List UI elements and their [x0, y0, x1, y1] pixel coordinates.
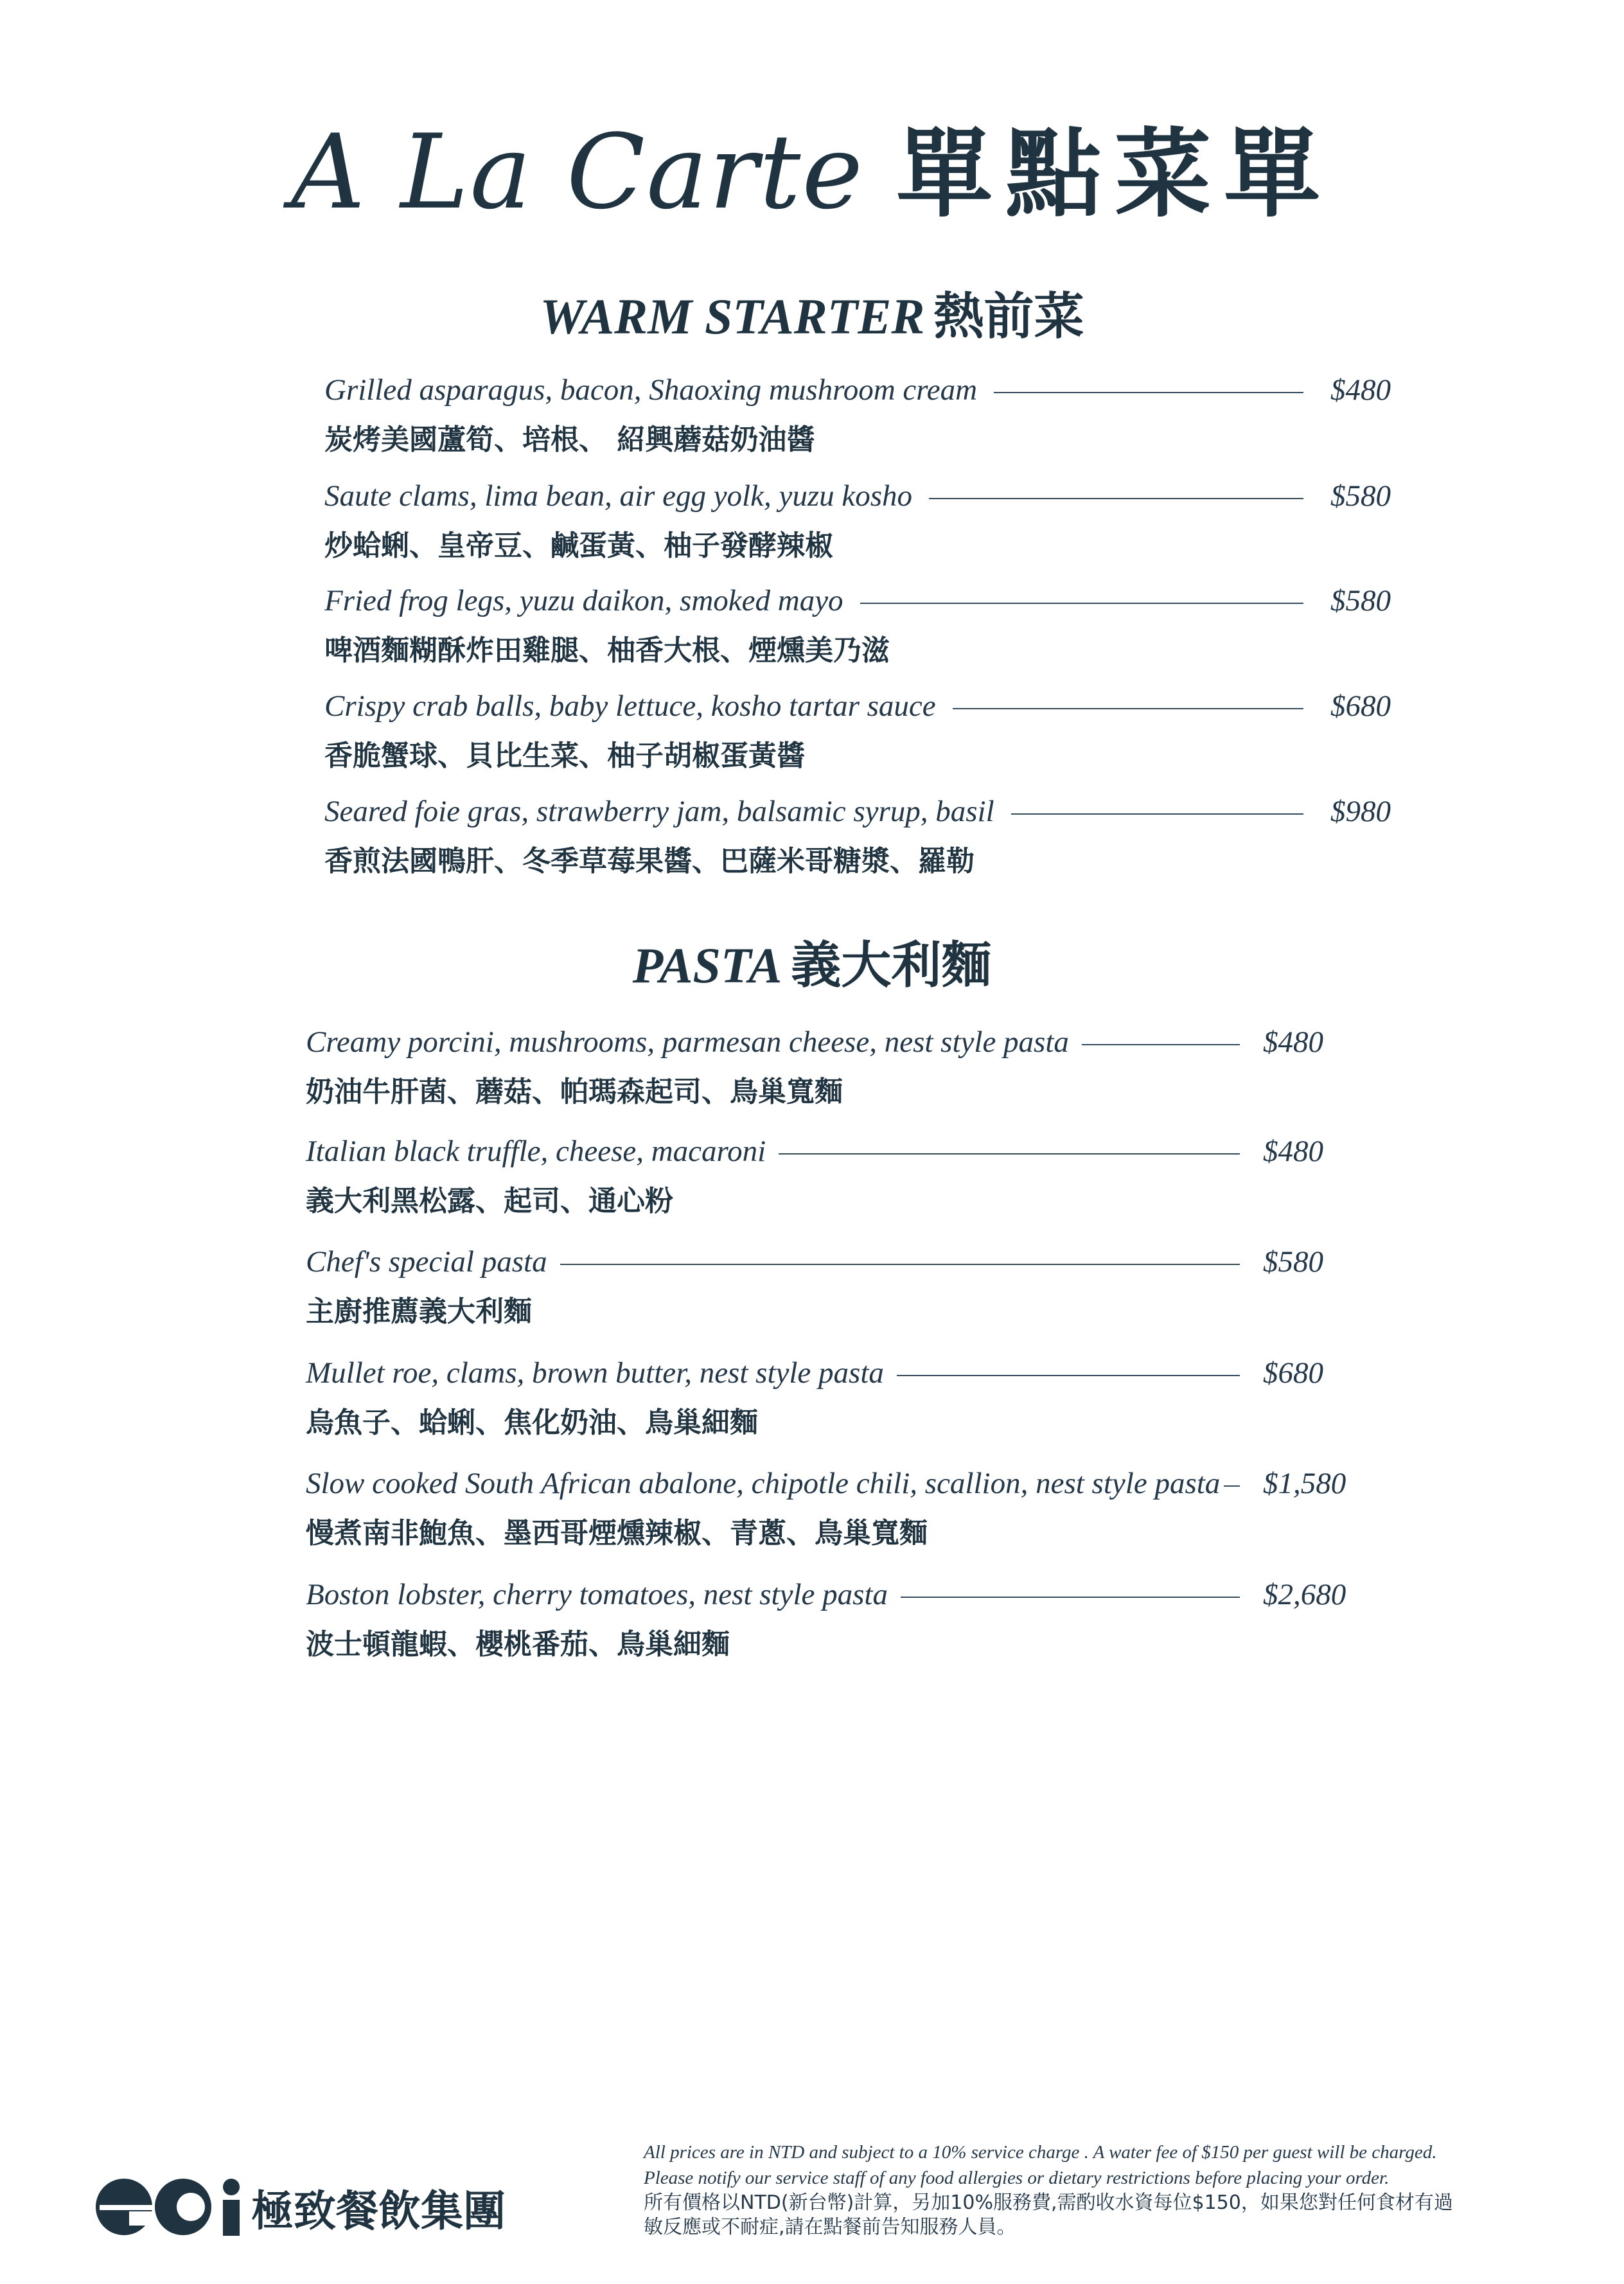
item-name-zh: 香煎法國鴨肝、冬季草莓果醬、巴薩米哥糖漿、羅勒 — [324, 845, 975, 878]
item-name-en: Slow cooked South African abalone, chipotle chili, scallion, nest style pasta — [306, 1467, 1221, 1500]
footer-notes — [644, 2139, 1556, 2240]
section-title-en: PASTA — [632, 937, 782, 993]
item-price: $680 — [1263, 1356, 1323, 1390]
eoi-logo-mark — [93, 2172, 247, 2242]
leader-line — [560, 1264, 1240, 1265]
leader-line — [860, 603, 1303, 604]
item-name-en: Creamy porcini, mushrooms, parmesan cheese, nest style pasta — [306, 1025, 1069, 1059]
leader-line — [1224, 1485, 1240, 1487]
footer-line-zh-1: 所有價格以NTD(新台幣)計算，另加10%服務費,需酌收水資每位$150，如果您對任何食材有過 — [644, 2191, 1453, 2214]
section-title-zh: 熱前菜 — [933, 288, 1084, 346]
item-name-en: Chef's special pasta — [306, 1245, 547, 1279]
leader-line — [779, 1153, 1240, 1155]
footer-line-en-2: Please notify our service staff of any food allergies or dietary restrictions before placing your order. — [644, 2168, 1390, 2188]
item-price: $480 — [1263, 1025, 1323, 1059]
item-name-en: Fried frog legs, yuzu daikon, smoked mayo — [324, 584, 843, 617]
item-name-zh: 波士頓龍蝦、櫻桃番茄、鳥巢細麵 — [306, 1628, 730, 1661]
leader-line — [897, 1375, 1240, 1376]
menu-item — [324, 689, 1391, 774]
item-price: $2,680 — [1263, 1578, 1346, 1611]
item-name-en: Seared foie gras, strawberry jam, balsamic syrup, basil — [324, 795, 994, 828]
menu-item — [324, 479, 1391, 563]
company-logo — [93, 2172, 506, 2242]
section-heading-warm-starter — [0, 276, 1624, 348]
item-name-zh: 慢煮南非鮑魚、墨西哥煙燻辣椒、青蔥、鳥巢寬麵 — [306, 1517, 928, 1550]
menu-item — [306, 1244, 1391, 1329]
menu-item — [306, 1025, 1391, 1110]
item-price: $480 — [1330, 373, 1391, 407]
title-chinese: 單點菜單 — [896, 119, 1334, 231]
menu-item — [306, 1577, 1391, 1662]
item-name-en: Saute clams, lima bean, air egg yolk, yuzu kosho — [324, 479, 913, 513]
item-name-zh: 烏魚子、蛤蜊、焦化奶油、鳥巢細麵 — [306, 1406, 758, 1439]
item-name-zh: 炒蛤蜊、皇帝豆、鹹蛋黃、柚子發酵辣椒 — [324, 529, 833, 562]
menu-item — [306, 1356, 1391, 1440]
item-price: $980 — [1330, 795, 1391, 828]
title-script: A La Carte — [290, 112, 865, 232]
item-price: $580 — [1330, 479, 1391, 513]
leader-line — [1082, 1044, 1240, 1045]
item-name-en: Mullet roe, clams, brown butter, nest style pasta — [306, 1356, 884, 1390]
item-name-en: Italian black truffle, cheese, macaroni — [306, 1135, 766, 1168]
leader-line — [901, 1597, 1240, 1598]
footer-line-en-1: All prices are in NTD and subject to a 10% service charge . A water fee of $150 per guest will be charged. — [644, 2142, 1437, 2163]
leader-line — [929, 498, 1303, 499]
item-name-en: Grilled asparagus, bacon, Shaoxing mushroom cream — [324, 373, 978, 407]
logo-text: 極致餐飲集團 — [251, 2186, 506, 2236]
page-title — [0, 96, 1624, 235]
item-name-en: Crispy crab balls, baby lettuce, kosho tartar sauce — [324, 689, 936, 723]
item-name-zh: 奶油牛肝菌、蘑菇、帕瑪森起司、鳥巢寬麵 — [306, 1076, 843, 1108]
menu-item — [306, 1466, 1391, 1551]
item-price: $580 — [1330, 584, 1391, 617]
item-name-zh: 啤酒麵糊酥炸田雞腿、柚香大根、煙燻美乃滋 — [324, 634, 890, 667]
menu-item — [324, 794, 1391, 879]
item-name-en: Boston lobster, cherry tomatoes, nest style pasta — [306, 1578, 888, 1611]
item-price: $1,580 — [1263, 1467, 1346, 1500]
menu-item — [324, 373, 1391, 457]
section-title-en: WARM STARTER — [540, 288, 925, 344]
item-name-zh: 主廚推薦義大利麵 — [306, 1295, 532, 1328]
leader-line — [1011, 813, 1303, 815]
item-price: $680 — [1330, 689, 1391, 723]
footer-line-zh-2: 敏反應或不耐症,請在點餐前告知服務人員。 — [644, 2216, 1016, 2238]
section-heading-pasta — [0, 925, 1624, 997]
item-name-zh: 義大利黑松露、起司、通心粉 — [306, 1185, 673, 1217]
item-price: $580 — [1263, 1245, 1323, 1279]
item-name-zh: 炭烤美國蘆筍、培根、 紹興蘑菇奶油醬 — [324, 423, 815, 456]
menu-item — [324, 583, 1391, 668]
menu-item — [306, 1134, 1391, 1219]
leader-line — [953, 708, 1303, 709]
item-name-zh: 香脆蟹球、貝比生菜、柚子胡椒蛋黃醬 — [324, 739, 805, 772]
leader-line — [994, 392, 1303, 393]
section-title-zh: 義大利麵 — [791, 937, 992, 995]
item-price: $480 — [1263, 1135, 1323, 1168]
